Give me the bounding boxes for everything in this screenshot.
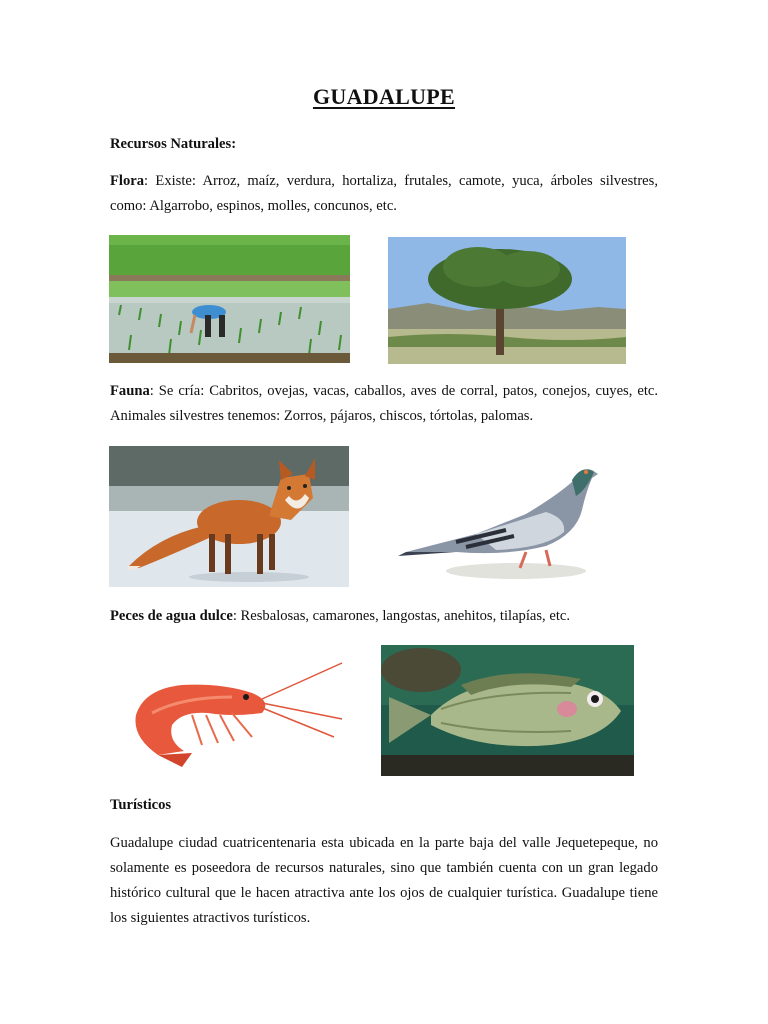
tree-photo xyxy=(388,237,626,364)
fauna-paragraph xyxy=(110,379,658,429)
pigeon-photo xyxy=(396,452,608,582)
flora-label: Flora xyxy=(110,173,145,189)
rice-field-photo xyxy=(109,235,350,363)
fauna-text: : Se cría: Cabritos, ovejas, vacas, caballos, aves de corral, patos, conejos, cuyes, etc. Animales silvestres tenemos: Zorros, pájaros, chiscos, tórtolas, palomas. xyxy=(110,383,658,424)
fauna-label: Fauna xyxy=(110,383,150,399)
resources-heading: Recursos Naturales: xyxy=(110,136,237,152)
fish-paragraph xyxy=(110,604,658,629)
fox-photo xyxy=(109,446,349,587)
fish-label: Peces de agua dulce xyxy=(110,608,233,624)
tilapia-photo xyxy=(381,645,634,776)
tourism-heading: Turísticos xyxy=(110,797,172,813)
flora-paragraph xyxy=(110,169,658,219)
page-title: GUADALUPE xyxy=(312,84,456,109)
tourism-paragraph: Guadalupe ciudad cuatricentenaria esta ubicada en la parte baja del valle Jequetepeque, no solamente es poseedora de recursos naturales, sino que también cuenta con un gran legado histórico cultural que le hacen atractiva ante los ojos de cualquier turística. Guadalupe tiene los siguientes atractivos turísticos. xyxy=(110,835,658,926)
flora-text: : Existe: Arroz, maíz, verdura, hortaliza, frutales, camote, yuca, árboles silvestres, como: Algarrobo, espinos, molles, concunos, etc. xyxy=(110,173,658,214)
fish-text: : Resbalosas, camarones, langostas, anehitos, tilapías, etc. xyxy=(232,608,571,624)
shrimp-photo xyxy=(122,655,344,770)
